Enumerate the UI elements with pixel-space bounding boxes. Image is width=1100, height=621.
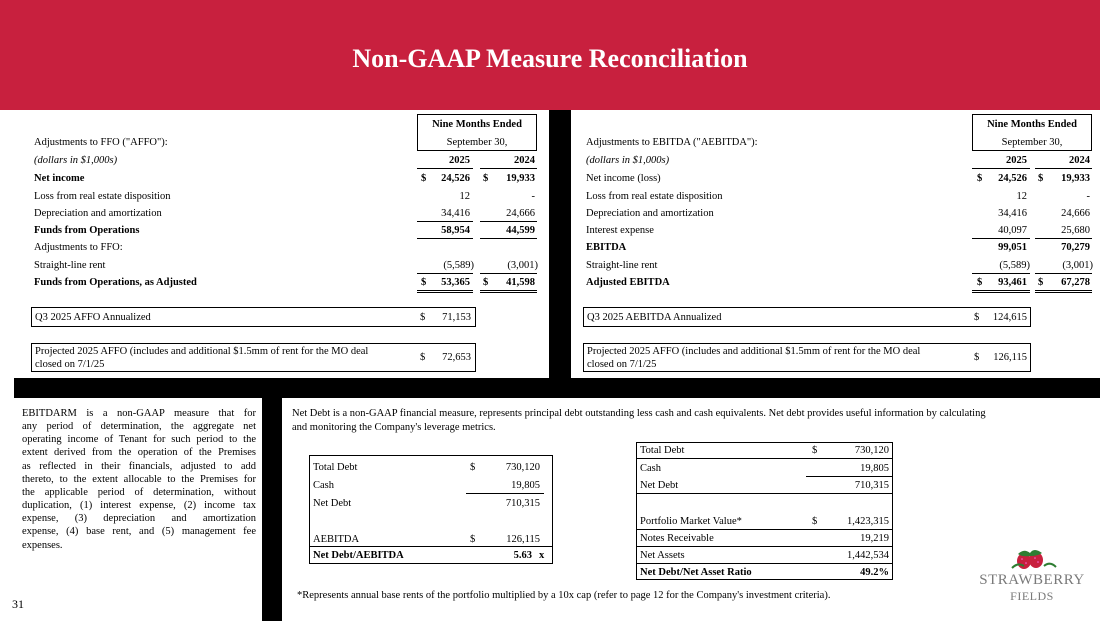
ffo-title: Adjustments to FFO ("AFFO"): <box>34 137 168 148</box>
ffo-subtotal-line-1 <box>417 273 473 274</box>
ebitda-row-value-2025: 40,097 <box>998 225 1027 236</box>
ffo-row-label: Funds from Operations <box>34 225 140 236</box>
t2-row-divider <box>637 563 892 564</box>
ebitdarm-line: thereto, to the extent allocable to the Premises for <box>22 474 256 485</box>
ffo-row-value-2024: 41,598 <box>506 277 535 288</box>
t2-total-debt-value: 730,120 <box>854 445 889 456</box>
strawberry-icon <box>972 548 1092 572</box>
ffo-annualized-label: Q3 2025 AFFO Annualized <box>35 312 151 323</box>
ffo-subtotal-line-2 <box>480 221 537 222</box>
t2-row-divider <box>637 458 892 459</box>
net-debt-description-line2: and monitoring the Company's leverage metrics. <box>292 422 496 433</box>
t2-ratio-label: Net Debt/Net Asset Ratio <box>640 567 752 578</box>
ebitdarm-line: expenses. <box>22 540 63 551</box>
ebitda-row-currency: $ <box>1038 173 1044 184</box>
ebitda-year-2024: 2024 <box>1069 155 1090 166</box>
t1-net-debt-value: 710,315 <box>505 498 540 509</box>
ebitdarm-line: any period of determination, the aggregate net <box>22 421 256 432</box>
vertical-divider-bottom <box>262 398 282 621</box>
ffo-units: (dollars in $1,000s) <box>34 155 118 166</box>
ebitda-row-label: EBITDA <box>586 242 627 253</box>
ebitda-row-label: Depreciation and amortization <box>586 208 714 219</box>
ffo-row-label: Depreciation and amortization <box>34 208 162 219</box>
ebitda-annualized-currency: $ <box>974 312 980 323</box>
ffo-projected-line1: Projected 2025 AFFO (includes and additional $1.5mm of rent for the MO deal <box>35 346 369 357</box>
ebitda-row-value-2024: 67,278 <box>1061 277 1090 288</box>
ffo-row-currency: $ <box>421 173 427 184</box>
ebitda-row-label: Straight-line rent <box>586 260 658 271</box>
ebitda-subtotal-line-1 <box>972 273 1030 274</box>
ebitda-row-value-2024: 24,666 <box>1061 208 1090 219</box>
ebitda-row-value-2025: 12 <box>1016 191 1027 202</box>
ebitda-row-value-2024: - <box>1086 191 1090 202</box>
ebitda-row-label: Loss from real estate disposition <box>586 191 723 202</box>
ffo-row-value-2024: 19,933 <box>506 173 535 184</box>
logo-text-line1: STRAWBERRY <box>979 572 1085 588</box>
ffo-period-header-line2: September 30, <box>446 137 508 148</box>
ebitdarm-line: expense, (3) depreciation and amortization <box>22 513 256 524</box>
ebitdarm-line: the applicable period of determination, without <box>22 487 256 498</box>
logo-text-line2: FIELDS <box>1010 589 1054 603</box>
ffo-row-value-2025: 24,526 <box>441 173 470 184</box>
ffo-row-label: Net income <box>34 173 85 184</box>
ebitda-subtotal-line-1 <box>972 238 1030 239</box>
ebitda-row-currency: $ <box>977 173 983 184</box>
ebitda-total-double-line-2 <box>1035 290 1092 293</box>
ebitda-row-currency: $ <box>977 277 983 288</box>
ebitdarm-line: extent derived from the operation of the Premises <box>22 447 256 458</box>
ebitdarm-line: expense, (4) base rent, and (5) management fee <box>22 526 256 537</box>
t1-total-debt-value: 730,120 <box>505 462 540 473</box>
ffo-row-value-2025: 53,365 <box>441 277 470 288</box>
t1-ratio-value: 5.63 <box>513 550 532 561</box>
t2-notes-label: Notes Receivable <box>640 533 714 544</box>
t1-ratio-suffix: x <box>539 550 545 561</box>
ebitda-row-value-2024: 70,279 <box>1061 242 1090 253</box>
t1-aebitda-underline <box>310 546 552 547</box>
page-title: Non-GAAP Measure Reconciliation <box>352 44 748 73</box>
t1-aebitda-value: 126,115 <box>506 534 540 545</box>
ebitda-period-header-line1: Nine Months Ended <box>987 119 1077 130</box>
ebitda-projected-currency: $ <box>974 352 980 363</box>
net-debt-footnote: *Represents annual base rents of the portfolio multiplied by a 10x cap (refer to page 12 for the Company's investment criteria). <box>297 590 831 601</box>
ebitda-row-value-2025: 34,416 <box>998 208 1027 219</box>
ebitda-projected-line2: closed on 7/1/25 <box>587 359 657 370</box>
ffo-row-value-2025: 12 <box>459 191 470 202</box>
ffo-total-double-line-2 <box>480 290 537 293</box>
ffo-subtotal-line-2 <box>480 238 537 239</box>
t1-ratio-label: Net Debt/AEBITDA <box>313 550 404 561</box>
ebitda-title: Adjustments to EBITDA ("AEBITDA"): <box>586 137 758 148</box>
ffo-row-value-2025: 58,954 <box>441 225 470 236</box>
ffo-row-value-2025: 34,416 <box>441 208 470 219</box>
vertical-divider-top <box>549 110 571 378</box>
t1-cash-underline <box>466 493 544 494</box>
t1-total-debt-label: Total Debt <box>313 462 358 473</box>
t1-net-debt-label: Net Debt <box>313 498 352 509</box>
ebitda-units: (dollars in $1,000s) <box>586 155 670 166</box>
ebitdarm-line: operating income of Tenant for such period to the <box>22 434 256 445</box>
ebitda-subtotal-line-2 <box>1035 238 1092 239</box>
ffo-annualized-currency: $ <box>420 312 426 323</box>
t2-row-divider <box>637 529 892 530</box>
ebitda-year-2025: 2025 <box>1006 155 1027 166</box>
ffo-total-double-line-1 <box>417 290 473 293</box>
ebitda-row-label: Interest expense <box>586 225 654 236</box>
t2-pmv-label: Portfolio Market Value* <box>640 516 742 527</box>
ffo-year-underline-1 <box>417 168 473 169</box>
ffo-row-label: Funds from Operations, as Adjusted <box>34 277 197 288</box>
ebitda-annualized-value: 124,615 <box>992 312 1027 323</box>
net-debt-description-line1: Net Debt is a non-GAAP financial measure, represents principal debt outstanding less cash and cash equivalents. Net debt provides useful information by calculating <box>292 408 986 419</box>
ebitda-projected-line1: Projected 2025 AFFO (includes and additional $1.5mm of rent for the MO deal <box>587 346 921 357</box>
page-number: 31 <box>12 597 24 611</box>
ebitda-row-value-2024: (3,001) <box>1062 260 1093 271</box>
ffo-annualized-value: 71,153 <box>442 312 471 323</box>
ffo-row-value-2024: 24,666 <box>506 208 535 219</box>
t2-cash-value: 19,805 <box>860 463 889 474</box>
ffo-projected-line2: closed on 7/1/25 <box>35 359 105 370</box>
ebitda-subtotal-line-2 <box>1035 273 1092 274</box>
t2-net-assets-label: Net Assets <box>640 550 685 561</box>
ffo-subtotal-line-1 <box>417 221 473 222</box>
t2-net-debt-label: Net Debt <box>640 480 679 491</box>
ebitda-row-value-2024: 25,680 <box>1061 225 1090 236</box>
ebitda-year-underline-1 <box>972 168 1030 169</box>
ebitda-row-value-2024: 19,933 <box>1061 173 1090 184</box>
ffo-row-label: Adjustments to FFO: <box>34 242 123 253</box>
ebitda-row-currency: $ <box>1038 277 1044 288</box>
ffo-year-2025: 2025 <box>449 155 470 166</box>
t2-net-assets-value: 1,442,534 <box>847 550 889 561</box>
ebitdarm-line: EBITDARM is a non-GAAP measure that for <box>22 408 256 419</box>
ffo-row-currency: $ <box>421 277 427 288</box>
ffo-row-value-2024: - <box>531 191 535 202</box>
ffo-row-value-2025: (5,589) <box>443 260 474 271</box>
t2-notes-value: 19,219 <box>860 533 889 544</box>
ebitda-annualized-label: Q3 2025 AEBITDA Annualized <box>587 312 722 323</box>
t1-cash-value: 19,805 <box>511 480 540 491</box>
ebitda-period-header-line2: September 30, <box>1001 137 1063 148</box>
ffo-row-label: Straight-line rent <box>34 260 106 271</box>
ffo-row-value-2024: (3,001) <box>507 260 538 271</box>
ffo-row-value-2024: 44,599 <box>506 225 535 236</box>
t1-aebitda-currency: $ <box>470 534 476 545</box>
ffo-subtotal-line-2 <box>480 273 537 274</box>
t2-total-debt-currency: $ <box>812 445 818 456</box>
t1-aebitda-label: AEBITDA <box>313 534 360 545</box>
ebitdarm-line: duplication, (1) interest expense, (2) income tax <box>22 500 256 511</box>
ebitda-row-value-2025: (5,589) <box>999 260 1030 271</box>
title-banner <box>0 0 1100 110</box>
ebitda-year-underline-2 <box>1035 168 1092 169</box>
ebitda-row-label: Net income (loss) <box>586 173 661 184</box>
t2-pmv-value: 1,423,315 <box>847 516 889 527</box>
ebitda-projected-value: 126,115 <box>993 352 1027 363</box>
ebitda-total-double-line-1 <box>972 290 1030 293</box>
t2-row-divider <box>637 493 892 494</box>
t2-ratio-value: 49.2% <box>860 567 889 578</box>
ffo-period-header-line1: Nine Months Ended <box>432 119 522 130</box>
ffo-year-2024: 2024 <box>514 155 535 166</box>
t2-row-divider <box>637 546 892 547</box>
ffo-projected-value: 72,653 <box>442 352 471 363</box>
t1-cash-label: Cash <box>313 480 334 491</box>
ebitda-row-value-2025: 99,051 <box>998 242 1027 253</box>
ffo-projected-currency: $ <box>420 352 426 363</box>
ebitda-row-value-2025: 24,526 <box>998 173 1027 184</box>
t1-total-debt-currency: $ <box>470 462 476 473</box>
ffo-subtotal-line-1 <box>417 238 473 239</box>
ffo-year-underline-2 <box>480 168 537 169</box>
t2-cash-underline <box>806 476 892 477</box>
ffo-row-currency: $ <box>483 173 489 184</box>
ebitda-row-label: Adjusted EBITDA <box>586 277 670 288</box>
t2-total-debt-label: Total Debt <box>640 445 685 456</box>
t2-cash-label: Cash <box>640 463 661 474</box>
horizontal-divider <box>14 378 1100 398</box>
strawberry-fields-logo <box>972 548 1092 608</box>
t2-net-debt-value: 710,315 <box>854 480 889 491</box>
t2-pmv-currency: $ <box>812 516 818 527</box>
ffo-row-label: Loss from real estate disposition <box>34 191 171 202</box>
ebitda-row-value-2025: 93,461 <box>998 277 1027 288</box>
ffo-row-currency: $ <box>483 277 489 288</box>
ebitdarm-line: as reflected in their financials, adjusted to add <box>22 461 256 472</box>
